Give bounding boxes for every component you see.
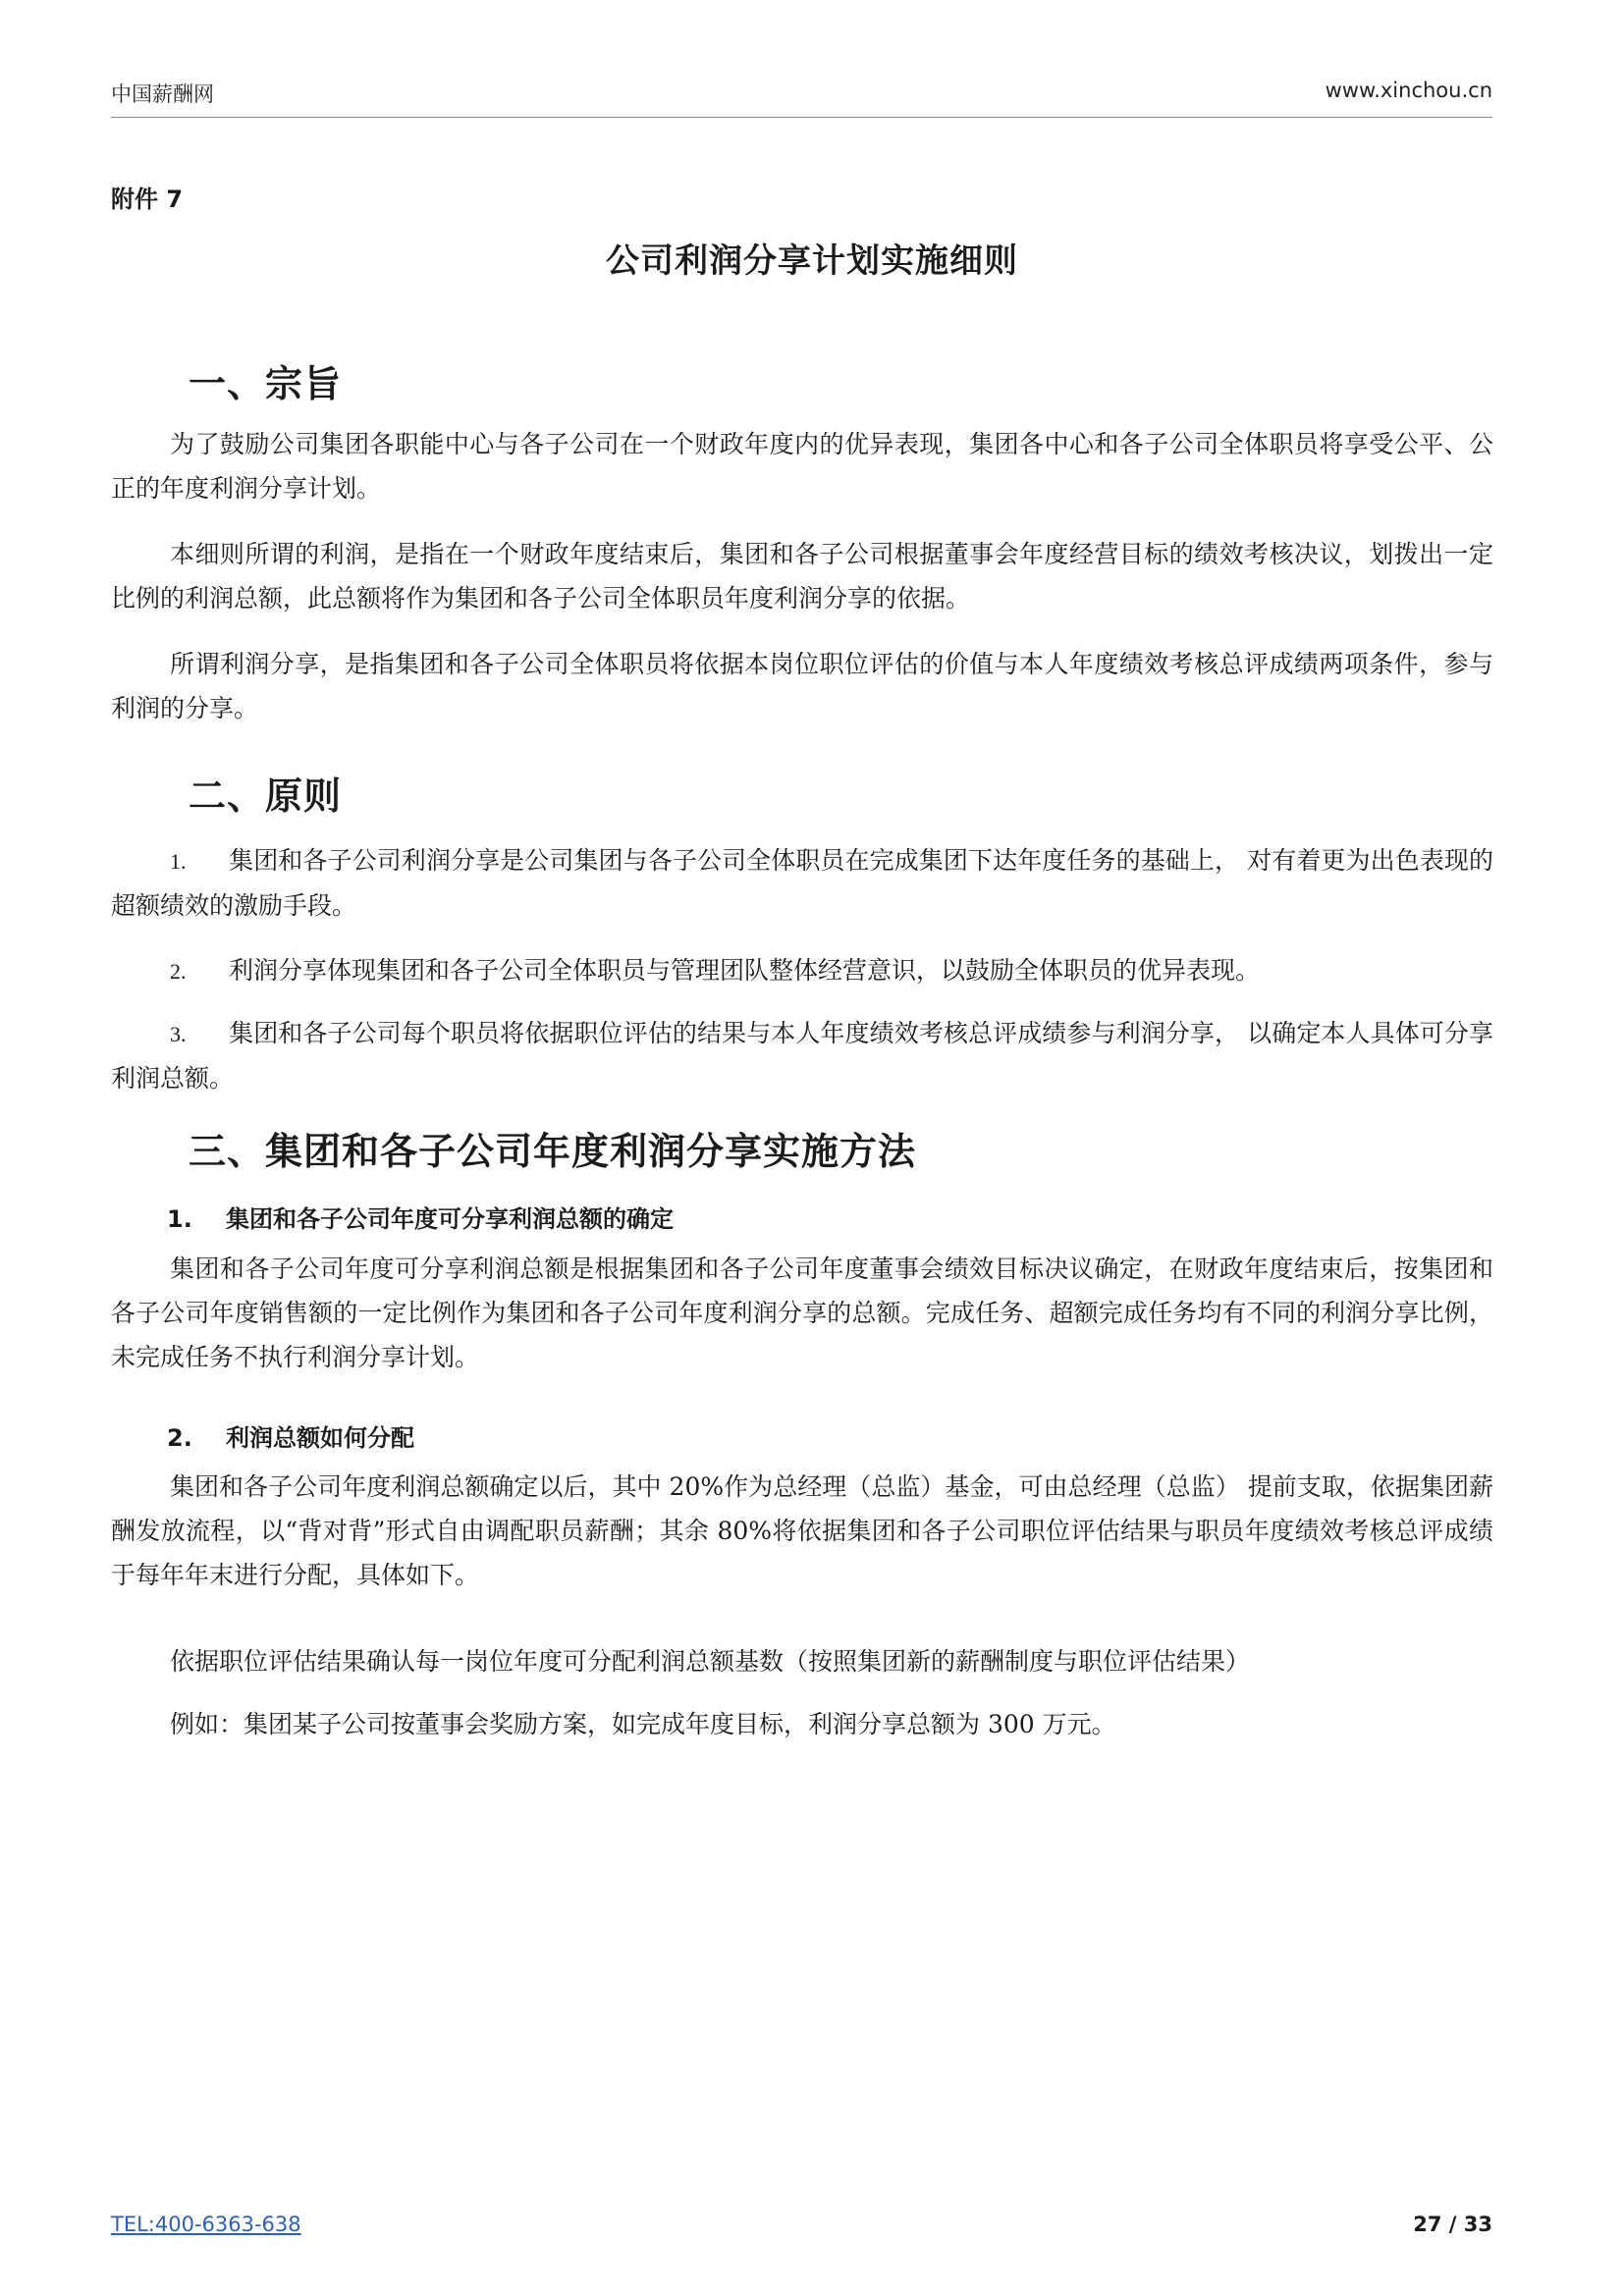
paragraph: 例如：集团某子公司按董事会奖励方案，如完成年度目标，利润分享总额为 300 万元。 — [170, 1710, 1116, 1738]
list-item-text: 集团和各子公司每个职员将依据职位评估的结果与本人年度绩效考核总评成绩参与利润分享， 以确定本人具体可分享利润总额。 — [111, 1019, 1493, 1093]
paragraph: 为了鼓励公司集团各职能中心与各子公司在一个财政年度内的优异表现，集团各中心和各子公司全体职员将享受公平、公正的年度利润分享计划。 — [111, 430, 1493, 503]
paragraph: 集团和各子公司年度利润总额确定以后，其中 20%作为总经理（总监）基金，可由总经理（总监） 提前支取，依据集团薪酬发放流程，以“背对背”形式自由调配职员薪酬；其余 80%将依据集团和各子公司职位评估结果与职员年度绩效考核总评成绩于每年年末进行分配，具体如下。 — [111, 1472, 1493, 1589]
paragraph: 集团和各子公司年度可分享利润总额是根据集团和各子公司年度董事会绩效目标决议确定，在财政年度结束后，按集团和各子公司年度销售额的一定比例作为集团和各子公司年度利润分享的总额。完成任务、超额完成任务均有不同的利润分享比例，未完成任务不执行利润分享计划。 — [111, 1255, 1493, 1371]
section-heading-purpose: 一、宗旨 — [189, 362, 343, 405]
subsection-title: 集团和各子公司年度可分享利润总额的确定 — [226, 1205, 674, 1233]
section-heading-methods: 三、集团和各子公司年度利润分享实施方法 — [189, 1130, 917, 1173]
section-heading-principles: 二、原则 — [189, 774, 343, 818]
list-item-number: 1. — [170, 849, 187, 874]
list-item-number: 2. — [170, 959, 187, 984]
footer-phone-link[interactable]: TEL:400-6363-638 — [111, 2213, 301, 2236]
paragraph: 本细则所谓的利润，是指在一个财政年度结束后，集团和各子公司根据董事会年度经营目标的绩效考核决议，划拨出一定比例的利润总额，此总额将作为集团和各子公司全体职员年度利润分享的依据。 — [111, 540, 1493, 613]
subsection-heading-distribution — [167, 1418, 414, 1453]
header-divider — [111, 117, 1492, 118]
header-site-url: www.xinchou.cn — [1325, 79, 1492, 102]
list-item — [111, 1011, 1493, 1100]
list-item-text: 集团和各子公司利润分享是公司集团与各子公司全体职员在完成集团下达年度任务的基础上， 对有着更为出色表现的超额绩效的激励手段。 — [111, 846, 1493, 920]
document-title: 公司利润分享计划实施细则 — [606, 241, 1018, 281]
attachment-label: 附件 7 — [111, 186, 184, 213]
subsection-heading-total — [167, 1200, 674, 1234]
list-item — [111, 948, 1493, 993]
list-item — [111, 838, 1493, 928]
list-item-text: 利润分享体现集团和各子公司全体职员与管理团队整体经营意识，以鼓励全体职员的优异表现。 — [229, 956, 1261, 985]
paragraph: 依据职位评估结果确认每一岗位年度可分配利润总额基数（按照集团新的薪酬制度与职位评估结果） — [170, 1647, 1251, 1676]
page-number: 27 / 33 — [1413, 2213, 1492, 2236]
paragraph: 所谓利润分享，是指集团和各子公司全体职员将依据本岗位职位评估的价值与本人年度绩效考核总评成绩两项条件，参与利润的分享。 — [111, 650, 1493, 722]
subsection-title: 利润总额如何分配 — [226, 1424, 414, 1452]
subsection-number: 2. — [167, 1424, 192, 1452]
header-site-name: 中国薪酬网 — [111, 82, 214, 106]
list-item-number: 3. — [170, 1022, 187, 1046]
subsection-number: 1. — [167, 1205, 192, 1233]
